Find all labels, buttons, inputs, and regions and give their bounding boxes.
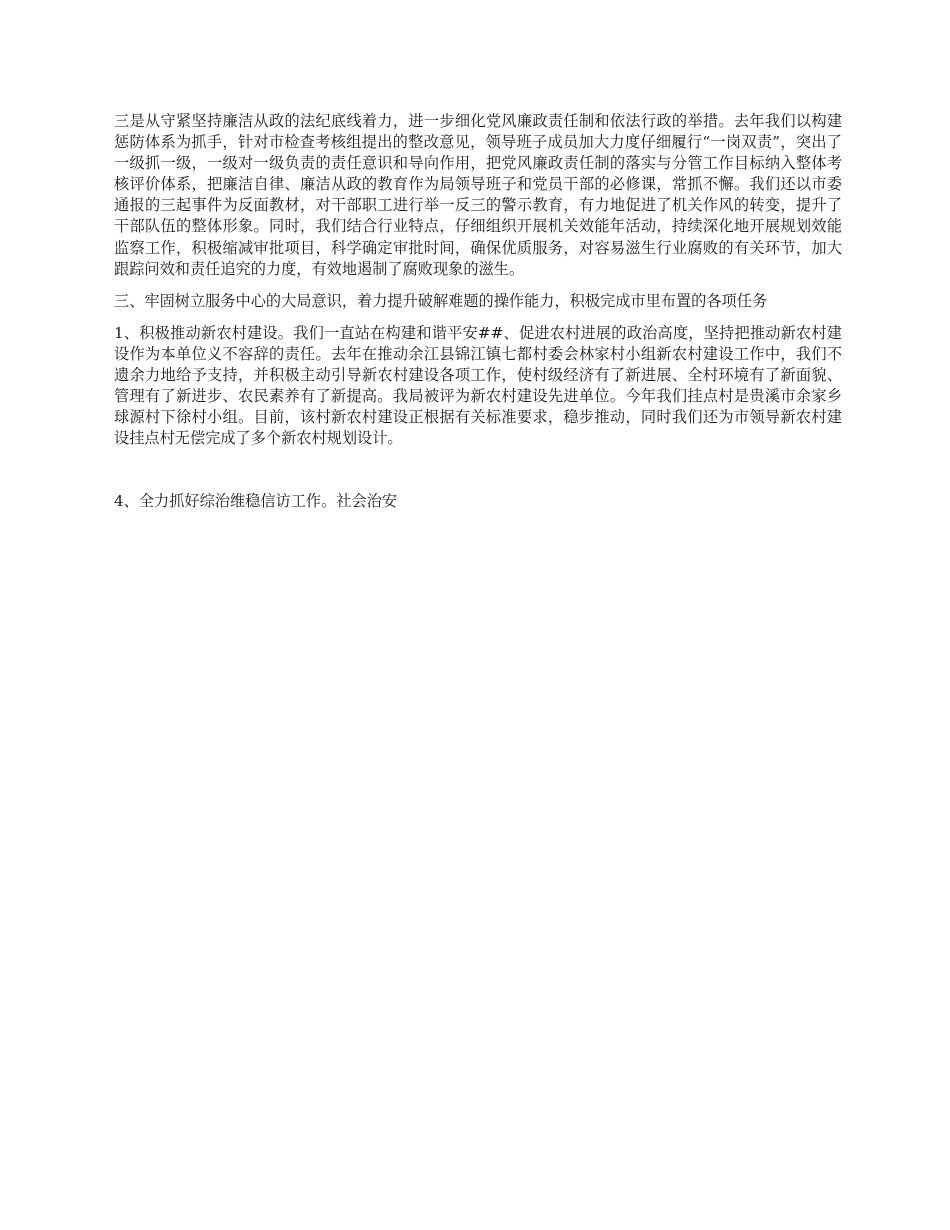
paragraph-stability-petition: 4、全力抓好综治维稳信访工作。社会治安 bbox=[114, 492, 398, 511]
paragraph-new-countryside: 1、积极推动新农村建设。我们一直站在构建和谐平安##、促进农村进展的政治高度，坚持把推动新农村建设作为本单位义不容辞的责任。去年在推动余江县锦江镇七都村委会林家村小组新农村建设工作中，我们不遗余力地给予支持，并积极主动引导新农村建设各项工作，使村级经济有了新进展、全村环境有了新面貌、管理有了新进步、农民素养有了新提高。我局被评为新农村建设先进单位。今年我们挂点村是贵溪市余家乡球源村下徐村小组。目前，该村新农村建设正根据有关标准要求，稳步推动，同时我们还为市领导新农村建设挂点村无偿完成了多个新农村规划设计。 bbox=[114, 323, 842, 448]
document-page bbox=[114, 111, 842, 524]
section-heading-service-center: 三、牢固树立服务中心的大局意识，着力提升破解难题的操作能力，积极完成市里布置的各项任务 bbox=[114, 291, 768, 310]
paragraph-integrity-measures: 三是从守紧坚持廉洁从政的法纪底线着力，进一步细化党风廉政责任制和依法行政的举措。去年我们以构建惩防体系为抓手，针对市检查考核组提出的整改意见，领导班子成员加大力度仔细履行“一岗双责”，突出了一级抓一级，一级对一级负责的责任意识和导向作用，把党风廉政责任制的落实与分管工作目标纳入整体考核评价体系，把廉洁自律、廉洁从政的教育作为局领导班子和党员干部的必修课，常抓不懈。我们还以市委通报的三起事件为反面教材，对干部职工进行举一反三的警示教育，有力地促进了机关作风的转变，提升了干部队伍的整体形象。同时，我们结合行业特点，仔细组织开展机关效能年活动，持续深化地开展规划效能监察工作，积极缩减审批项目，科学确定审批时间，确保优质服务，对容易滋生行业腐败的有关环节，加大跟踪问效和责任追究的力度，有效地遏制了腐败现象的滋生。 bbox=[114, 112, 842, 278]
